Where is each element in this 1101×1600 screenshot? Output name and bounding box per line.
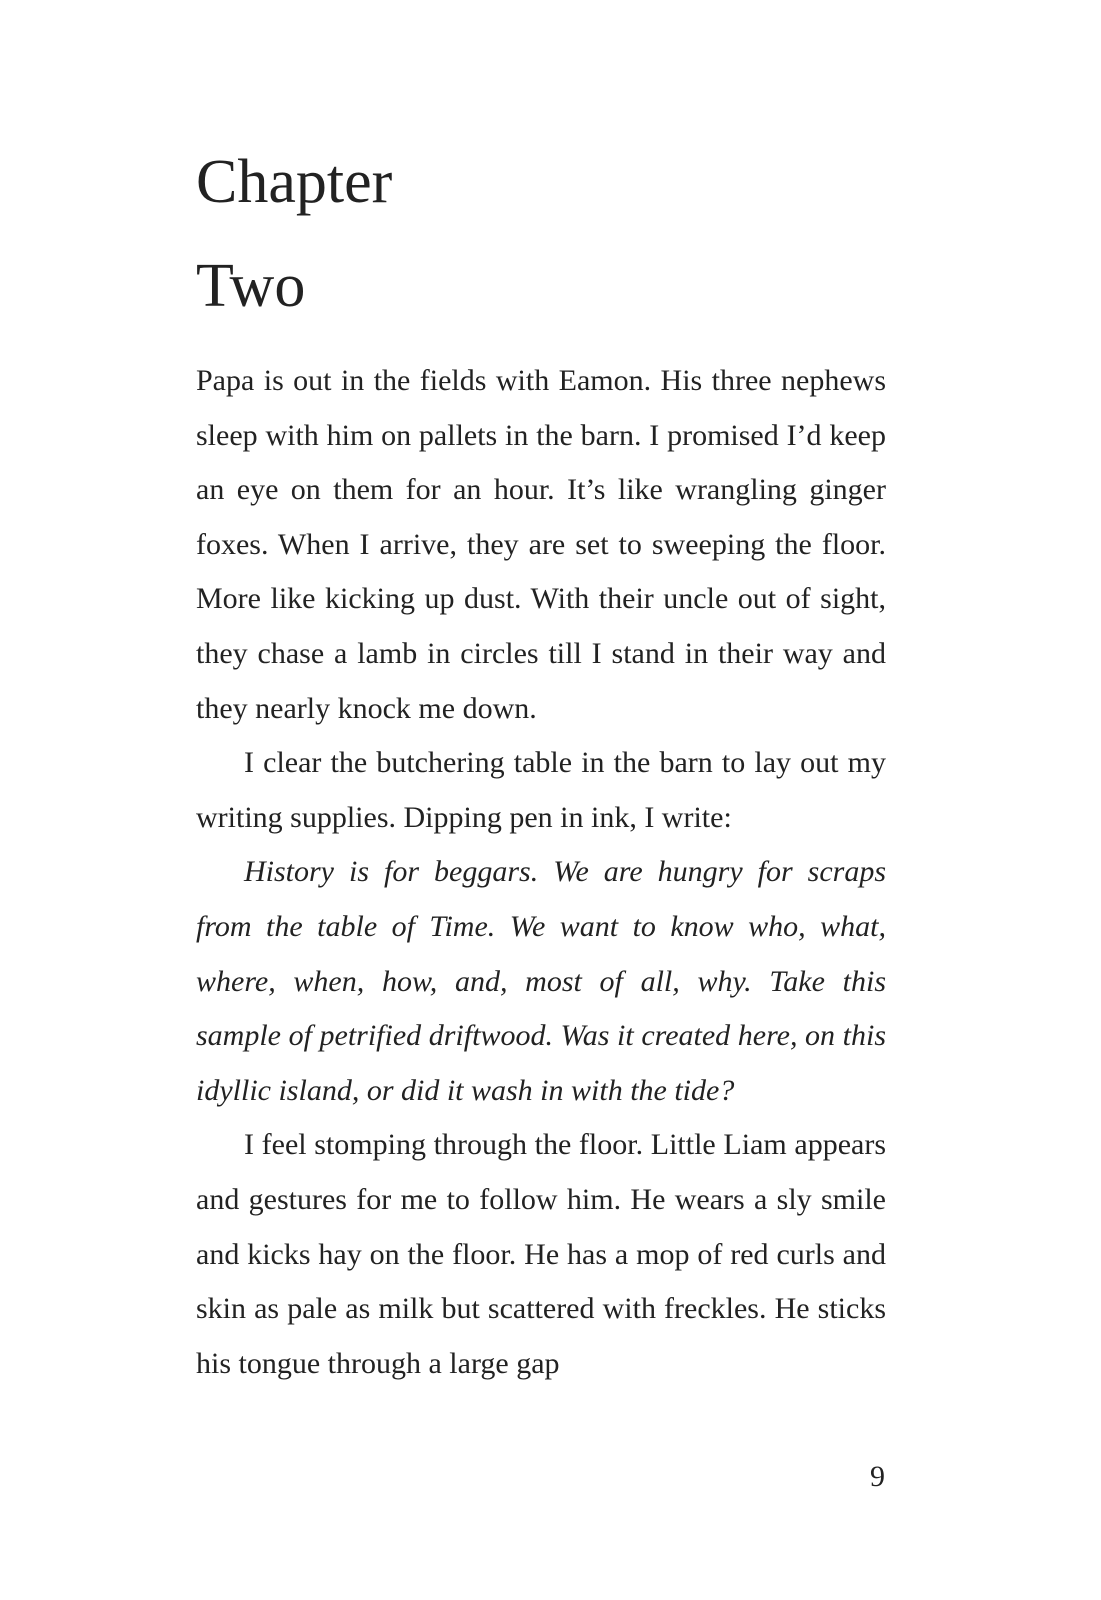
chapter-title-line-2: Two [196,252,306,320]
paragraph-4: I feel stomping through the floor. Little Liam appears and gestures for me to follow him. He wears a sly smile and kicks hay on the floor. He has a mop of red curls and skin as pale as milk but scattered with freckles. He sticks his tongue through a large gap [196,1128,886,1380]
paragraph-1: Papa is out in the fields with Eamon. His three nephews sleep with him on pallets in the barn. I promised I’d keep an eye on them for an hour. It’s like wrangling ginger foxes. When I arrive, they are set to sweeping the floor. More like kicking up dust. With their uncle out of sight, they chase a lamb in circles till I stand in their way and they nearly knock me down. [196,364,886,725]
page-number: 9 [870,1460,885,1493]
chapter-title-line-1: Chapter [196,148,393,216]
chapter-title [196,130,392,338]
paragraph-3-journal-entry: History is for beggars. We are hungry for scraps from the table of Time. We want to know who, what, where, when, how, and, most of all, why. Take this sample of petrified driftwood. Was it created here, on this idyllic island, or did it wash in with the tide? [196,855,886,1107]
paragraph-2: I clear the butchering table in the barn to lay out my writing supplies. Dipping pen in ink, I write: [196,746,886,834]
chapter-body [196,354,886,1391]
